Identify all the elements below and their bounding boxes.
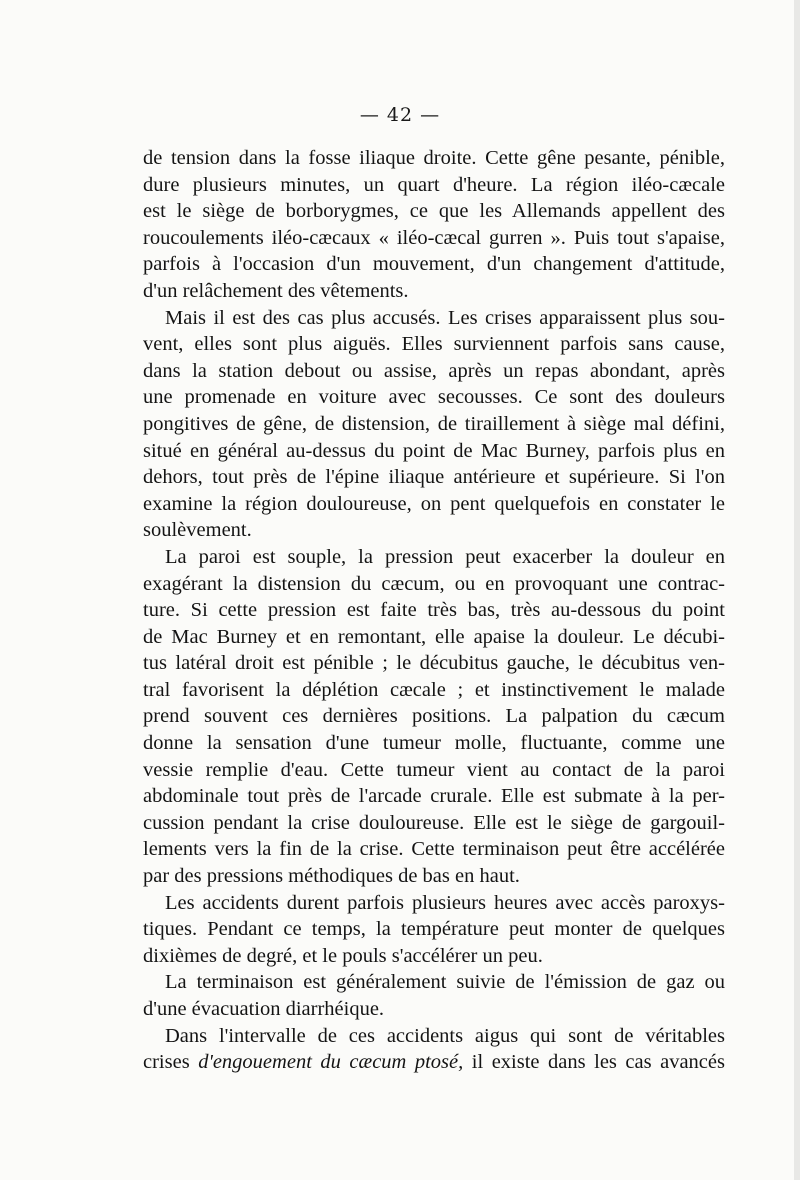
page-number: — 42 — bbox=[359, 104, 441, 126]
text-line: est le siège de borborygmes, ce que les Allemands appellent des bbox=[143, 200, 725, 223]
text-line: abdominale tout près de l'arcade crurale. Elle est submate à la per- bbox=[143, 785, 725, 808]
text-line: d'un relâchement des vêtements. bbox=[143, 279, 409, 302]
text-line: tus latéral droit est pénible ; le décubitus gauche, le décubitus ven- bbox=[143, 652, 725, 675]
text-line: par des pressions méthodiques de bas en haut. bbox=[143, 865, 520, 888]
text-segment: il existe dans les cas avancés bbox=[463, 1051, 725, 1074]
text-line: donne la sensation d'une tumeur molle, fluctuante, comme une bbox=[143, 732, 725, 755]
italic-phrase: d'engouement du cæcum ptosé, bbox=[198, 1051, 464, 1074]
text-line: Les accidents durent parfois plusieurs heures avec accès paroxys- bbox=[165, 891, 725, 914]
text-line: dixièmes de degré, et le pouls s'accélérer un peu. bbox=[143, 944, 543, 967]
text-line: ture. Si cette pression est faite très bas, très au-dessous du point bbox=[143, 599, 725, 622]
text-line: une promenade en voiture avec secousses. Ce sont des douleurs bbox=[143, 386, 725, 409]
text-line: vent, elles sont plus aiguës. Elles surviennent parfois sans cause, bbox=[143, 333, 725, 356]
text-line: prend souvent ces dernières positions. La palpation du cæcum bbox=[143, 705, 725, 728]
page-edge-shadow bbox=[794, 0, 800, 1180]
paragraph-3 bbox=[143, 544, 725, 890]
body-text bbox=[143, 145, 725, 1076]
text-line: Mais il est des cas plus accusés. Les crises apparaissent plus sou- bbox=[165, 306, 725, 329]
text-line: lements vers la fin de la crise. Cette terminaison peut être accélérée bbox=[143, 838, 725, 861]
text-line-rich bbox=[143, 1049, 725, 1076]
text-line: soulèvement. bbox=[143, 519, 252, 542]
paragraph-1 bbox=[143, 145, 725, 305]
text-line: cussion pendant la crise douloureuse. Elle est le siège de gargouil- bbox=[143, 811, 725, 834]
text-line: pongitives de gêne, de distension, de tiraillement à siège mal défini, bbox=[143, 412, 725, 435]
text-line: d'une évacuation diarrhéique. bbox=[143, 998, 385, 1020]
text-line: dure plusieurs minutes, un quart d'heure. La région iléo-cæcale bbox=[143, 173, 725, 196]
paragraph-5 bbox=[143, 969, 725, 1022]
text-line: parfois à l'occasion d'un mouvement, d'un changement d'attitude, bbox=[143, 253, 725, 276]
text-line: roucoulements iléo-cæcaux « iléo-cæcal gurren ». Puis tout s'apaise, bbox=[143, 226, 725, 249]
text-line: La terminaison est généralement suivie de l'émission de gaz ou bbox=[165, 971, 725, 994]
paragraph-2 bbox=[143, 305, 725, 544]
text-line: La paroi est souple, la pression peut exacerber la douleur en bbox=[165, 545, 725, 568]
text-line: Dans l'intervalle de ces accidents aigus qui sont de véritables bbox=[165, 1024, 725, 1047]
text-line: dans la station debout ou assise, après un repas abondant, après bbox=[143, 359, 725, 382]
text-line: tral favorisent la déplétion cæcale ; et instinctivement le malade bbox=[143, 678, 725, 701]
text-segment: crises bbox=[143, 1051, 199, 1074]
text-line: dehors, tout près de l'épine iliaque antérieure et supérieure. Si l'on bbox=[143, 466, 725, 489]
text-line: examine la région douloureuse, on pent quelquefois en constater le bbox=[143, 492, 725, 515]
text-line: situé en général au-dessus du point de Mac Burney, parfois plus en bbox=[143, 439, 725, 462]
text-line: vessie remplie d'eau. Cette tumeur vient au contact de la paroi bbox=[143, 758, 725, 781]
text-line: de tension dans la fosse iliaque droite. Cette gêne pesante, pénible, bbox=[143, 147, 725, 169]
paragraph-4 bbox=[143, 890, 725, 970]
text-line: tiques. Pendant ce temps, la température peut monter de quelques bbox=[143, 918, 725, 941]
text-line: exagérant la distension du cæcum, ou en provoquant une contrac- bbox=[143, 572, 725, 595]
paragraph-6 bbox=[143, 1023, 725, 1076]
text-line: de Mac Burney et en remontant, elle apaise la douleur. Le décubi- bbox=[143, 625, 725, 648]
